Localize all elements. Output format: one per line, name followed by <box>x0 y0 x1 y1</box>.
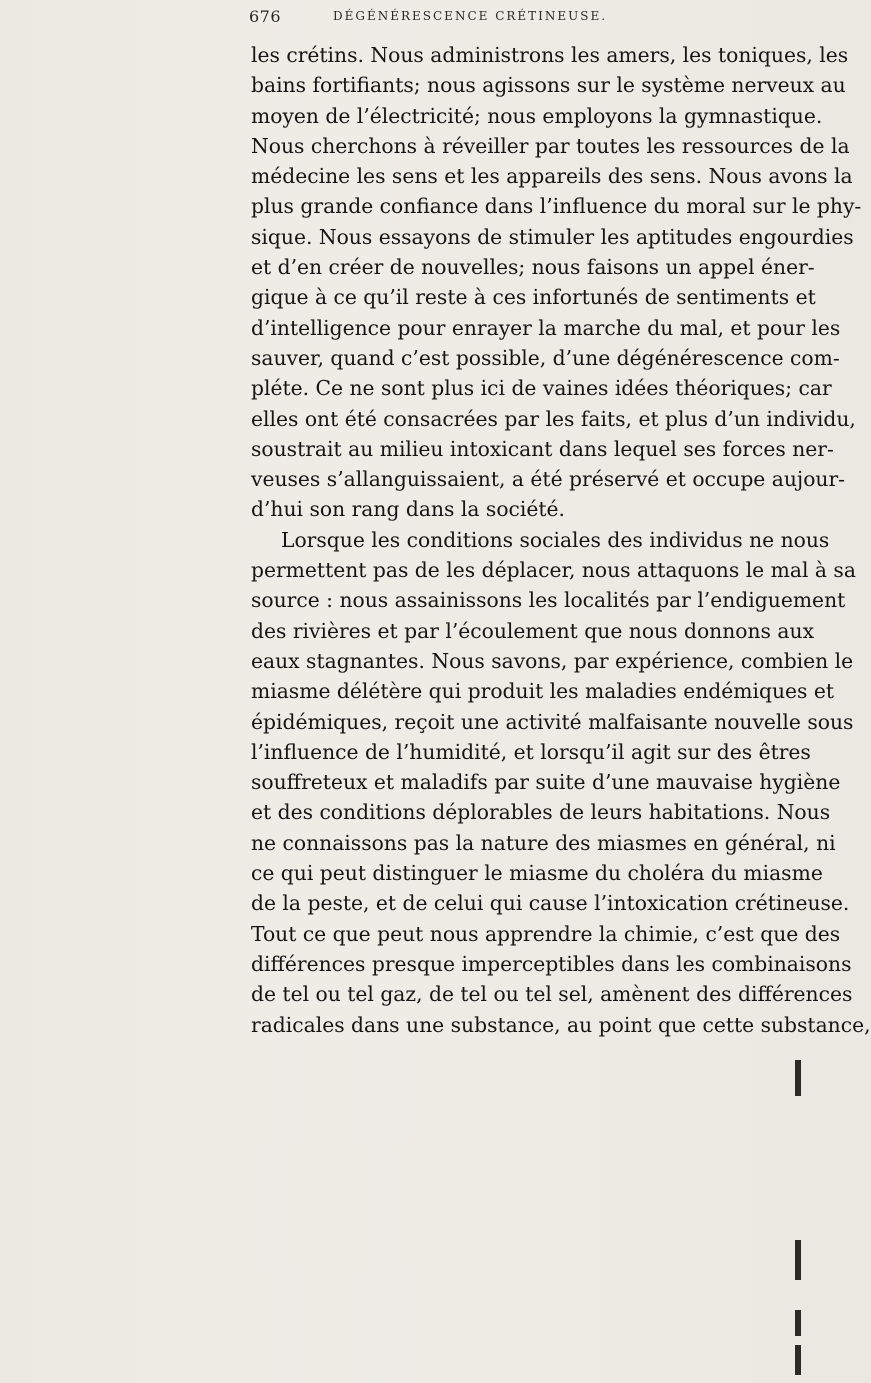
text-line: souffreteux et maladifs par suite d’une mauvaise hygiène <box>251 770 841 795</box>
page-edge-mark <box>795 1345 801 1375</box>
page-number: 676 <box>249 7 282 26</box>
text-line: différences presque imperceptibles dans les combinaisons <box>251 951 852 976</box>
text-line: d’intelligence pour enrayer la marche du mal, et pour les <box>251 315 841 340</box>
text-line: radicales dans une substance, au point que cette substance, <box>251 1012 871 1037</box>
page-edge-mark <box>795 1060 801 1096</box>
text-line: miasme délétère qui produit les maladies endémiques et <box>251 679 835 704</box>
text-line: de la peste, et de celui qui cause l’intoxication crétineuse. <box>251 891 850 916</box>
text-line: des rivières et par l’écoulement que nous donnons aux <box>251 618 815 643</box>
text-line: permettent pas de les déplacer, nous attaquons le mal à sa <box>251 558 856 583</box>
text-line: soustrait au milieu intoxicant dans lequel ses forces ner- <box>251 436 834 461</box>
text-line: bains fortifiants; nous agissons sur le système nerveux au <box>251 73 846 98</box>
text-line: d’hui son rang dans la société. <box>251 497 565 522</box>
text-line: Nous cherchons à réveiller par toutes les ressources de la <box>251 133 850 158</box>
body-text <box>251 40 871 1040</box>
text-line: ne connaissons pas la nature des miasmes en général, ni <box>251 830 836 855</box>
text-line: l’influence de l’humidité, et lorsqu’il agit sur des êtres <box>251 739 811 764</box>
text-line: eaux stagnantes. Nous savons, par expérience, combien le <box>251 648 854 673</box>
text-line: de tel ou tel gaz, de tel ou tel sel, amènent des différences <box>251 982 853 1007</box>
text-line: gique à ce qu’il reste à ces infortunés de sentiments et <box>251 285 816 310</box>
page-edge-mark <box>795 1310 801 1336</box>
text-line: et d’en créer de nouvelles; nous faisons un appel éner- <box>251 255 815 280</box>
text-line: ce qui peut distinguer le miasme du choléra du miasme <box>251 861 823 886</box>
text-line: elles ont été consacrées par les faits, et plus d’un individu, <box>251 406 856 431</box>
text-line: sique. Nous essayons de stimuler les aptitudes engourdies <box>251 224 854 249</box>
text-line: moyen de l’électricité; nous employons la gymnastique. <box>251 103 823 128</box>
page-edge-mark <box>795 1240 801 1280</box>
text-line: épidémiques, reçoit une activité malfaisante nouvelle sous <box>251 709 854 734</box>
text-line: source : nous assainissons les localités par l’endiguement <box>251 588 846 613</box>
text-line: médecine les sens et les appareils des sens. Nous avons la <box>251 164 853 189</box>
text-line: plus grande confiance dans l’influence du moral sur le phy- <box>251 194 862 219</box>
text-line: sauver, quand c’est possible, d’une dégénérescence com- <box>251 345 840 370</box>
text-line: veuses s’allanguissaient, a été préservé et occupe aujour- <box>251 467 846 492</box>
text-line: et des conditions déplorables de leurs habitations. Nous <box>251 800 831 825</box>
text-line: Tout ce que peut nous apprendre la chimie, c’est que des <box>251 921 841 946</box>
text-line: les crétins. Nous administrons les amers, les toniques, les <box>251 43 849 67</box>
running-title: DÉGÉNÉRESCENCE CRÉTINEUSE. <box>333 9 608 23</box>
text-line: pléte. Ce ne sont plus ici de vaines idées théoriques; car <box>251 376 832 401</box>
text-line: Lorsque les conditions sociales des individus ne nous <box>281 527 830 552</box>
